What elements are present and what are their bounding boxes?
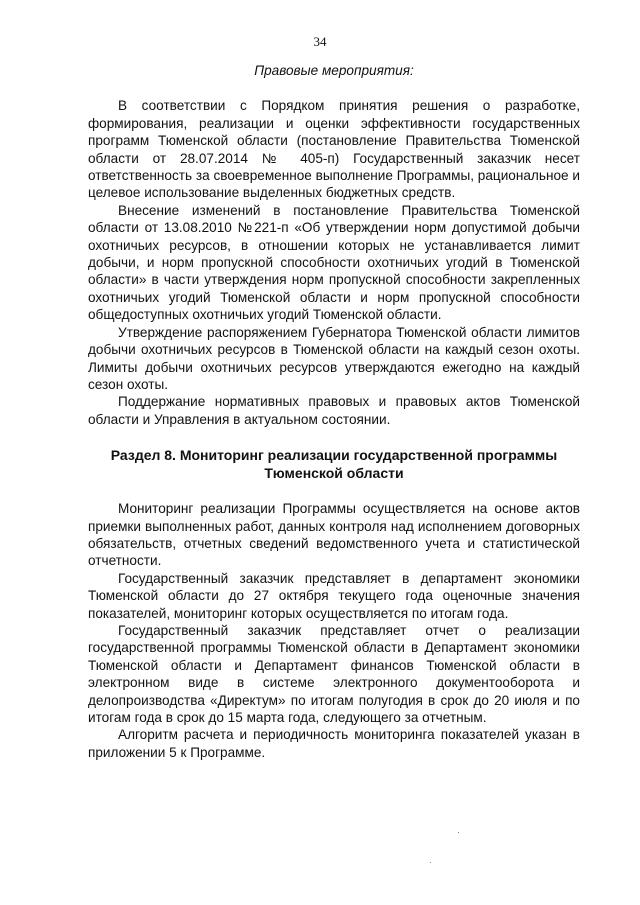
section-heading xyxy=(88,446,580,482)
paragraph: Мониторинг реализации Программы осуществляется на основе актов приемки выполненных работ, данных контроля над исполнением договорных обязательств, отчетных сведений ведомственного учета и статистической отчетности. xyxy=(88,501,580,569)
scan-speck xyxy=(458,832,459,833)
paragraph: Алгоритм расчета и периодичность мониторинга показателей указан в приложении 5 к Программе. xyxy=(88,727,580,760)
page-content xyxy=(88,62,580,761)
legal-measures-heading: Правовые мероприятия: xyxy=(254,63,414,78)
page-number: 34 xyxy=(313,34,327,49)
paragraph: Внесение изменений в постановление Правительства Тюменской области от 13.08.2010 №221-п «Об утверждении норм допустимой добычи охотничьих ресурсов, в отношении которых не устанавливается лимит добычи, и норм пропускной способности охотничьих угодий в Тюменской области» в части утверждения норм пропускной способности закрепленных охотничьих угодий Тюменской области и норм пропускной способности общедоступных охотничьих угодий Тюменской области. xyxy=(88,202,580,323)
section-heading-line: Тюменской области xyxy=(264,465,404,482)
section-heading-line: Раздел 8. Мониторинг реализации государственной программы xyxy=(110,447,558,464)
paragraph: В соответствии с Порядком принятия решения о разработке, формирования, реализации и оценки эффективности государственных программ Тюменской области (постановление Правительства Тюменской области от 28.07.2014 № 405-п) Государственный заказчик несет ответственность за своевременное выполнение Программы, рациональное и целевое использование выделенных бюджетных средств. xyxy=(88,98,580,201)
paragraph: Поддержание нормативных правовых и правовых актов Тюменской области и Управления в актуальном состоянии. xyxy=(88,394,580,427)
scan-speck xyxy=(430,862,431,863)
paragraph: Утверждение распоряжением Губернатора Тюменской области лимитов добычи охотничьих ресурсов в Тюменской области на каждый сезон охоты. Лимиты добычи охотничьих ресурсов утверждаются ежегодно на каждый сезон охоты. xyxy=(88,324,580,392)
paragraph: Государственный заказчик представляет отчет о реализации государственной программы Тюменской области в Департамент экономики Тюменской области и Департамент финансов Тюменской области в электронном виде в системе электронного документооборота и делопроизводства «Директум» по итогам полугодия в срок до 20 июля и по итогам года в срок до 15 марта года, следующего за отчетным. xyxy=(88,622,580,725)
paragraph: Государственный заказчик представляет в департамент экономики Тюменской области до 27 октября текущего года оценочные значения показателей, мониторинг которых осуществляется по итогам года. xyxy=(88,570,580,621)
